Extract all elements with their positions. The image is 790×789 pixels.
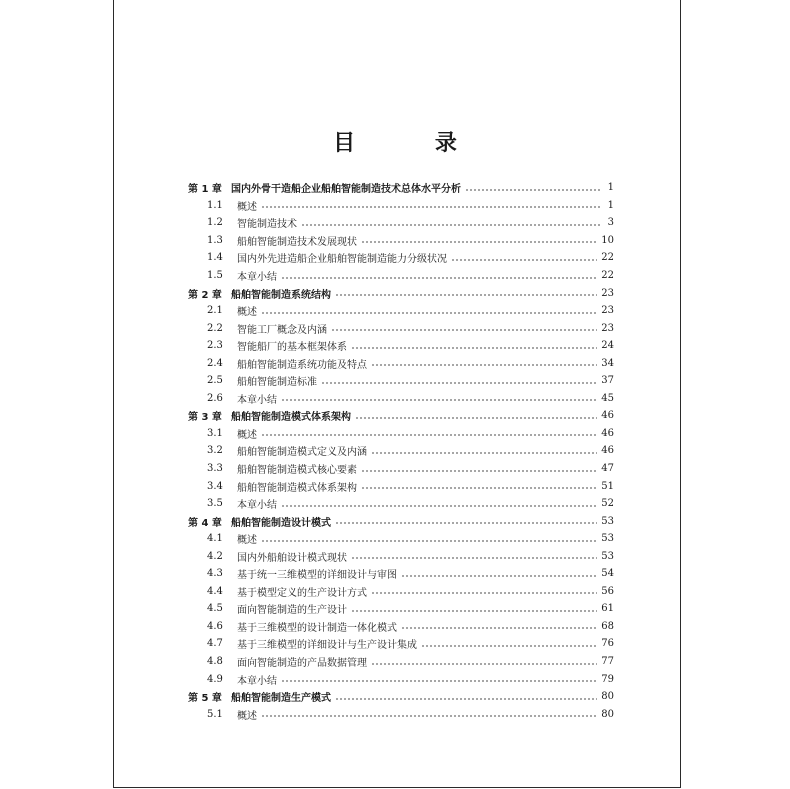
- page-title: 目 录: [333, 131, 493, 156]
- toc-section-entry[interactable]: [188, 232, 614, 250]
- toc-section-entry[interactable]: [188, 337, 614, 355]
- toc-leader-dots: [401, 627, 597, 630]
- toc-page-number: 80: [601, 691, 614, 703]
- toc-entry-number: 5.1: [207, 708, 223, 720]
- toc-leader-dots: [465, 188, 600, 191]
- toc-page-number: 68: [601, 620, 614, 632]
- toc-leader-dots: [361, 487, 597, 490]
- toc-page-number: 23: [601, 287, 614, 299]
- toc-page-number: 61: [601, 603, 614, 615]
- toc-entry-number: 4.1: [207, 533, 223, 545]
- toc-leader-dots: [261, 715, 597, 718]
- toc-leader-dots: [281, 276, 597, 279]
- toc-section-entry[interactable]: [188, 319, 614, 337]
- toc-entry-title: 基于模型定义的生产设计方式: [237, 587, 367, 599]
- toc-section-entry[interactable]: [188, 460, 614, 478]
- toc-page-number: 10: [601, 234, 614, 246]
- toc-leader-dots: [371, 451, 597, 454]
- toc-chapter-entry[interactable]: [188, 407, 614, 425]
- toc-chapter-entry[interactable]: [188, 284, 614, 302]
- toc-section-entry[interactable]: [188, 583, 614, 601]
- toc-entry-number: 2.2: [207, 322, 223, 334]
- toc-entry-title: 船舶智能制造设计模式: [231, 517, 331, 529]
- toc-leader-dots: [451, 258, 597, 261]
- toc-page-number: 24: [601, 340, 614, 352]
- toc-entry-title: 概述: [237, 429, 257, 441]
- toc-leader-dots: [281, 680, 597, 683]
- toc-entry-number: 第 1 章: [188, 184, 222, 196]
- toc-entry-number: 4.8: [207, 656, 223, 668]
- toc-entry-title: 智能制造技术: [237, 219, 297, 231]
- toc-section-entry[interactable]: [188, 618, 614, 636]
- toc-entry-title: 船舶智能制造生产模式: [231, 693, 331, 705]
- toc-section-entry[interactable]: [188, 530, 614, 548]
- toc-page-number: 52: [601, 498, 614, 510]
- toc-leader-dots: [371, 662, 597, 665]
- toc-entry-number: 3.4: [207, 480, 223, 492]
- toc-entry-number: 第 2 章: [188, 289, 222, 301]
- toc-page-number: 23: [601, 305, 614, 317]
- toc-page-number: 1: [607, 182, 614, 194]
- toc-section-entry[interactable]: [188, 653, 614, 671]
- toc-entry-number: 3.5: [207, 498, 223, 510]
- toc-section-entry[interactable]: [188, 547, 614, 565]
- toc-entry-number: 3.3: [207, 463, 223, 475]
- toc-leader-dots: [361, 241, 597, 244]
- toc-entry-title: 国内外先进造船企业船舶智能制造能力分级状况: [237, 254, 447, 266]
- toc-section-entry[interactable]: [188, 565, 614, 583]
- toc-leader-dots: [261, 539, 597, 542]
- toc-page-number: 51: [601, 480, 614, 492]
- toc-section-entry[interactable]: [188, 495, 614, 513]
- toc-page-number: 23: [601, 322, 614, 334]
- toc-page-number: 76: [601, 638, 614, 650]
- toc-section-entry[interactable]: [188, 372, 614, 390]
- toc-entry-title: 船舶智能制造系统结构: [231, 289, 331, 301]
- toc-entry-title: 本章小结: [237, 500, 277, 512]
- toc-entry-title: 船舶智能制造模式体系架构: [231, 412, 351, 424]
- table-of-contents: [188, 179, 614, 723]
- toc-entry-title: 基于三维模型的设计制造一体化模式: [237, 622, 397, 634]
- toc-page-number: 53: [601, 550, 614, 562]
- toc-page-number: 77: [601, 656, 614, 668]
- toc-entry-title: 船舶智能制造模式体系架构: [237, 482, 357, 494]
- toc-entry-number: 1.4: [207, 252, 223, 264]
- toc-page-number: 37: [601, 375, 614, 387]
- toc-page-number: 47: [601, 463, 614, 475]
- toc-entry-number: 4.4: [207, 585, 223, 597]
- toc-entry-number: 2.6: [207, 392, 223, 404]
- toc-leader-dots: [401, 574, 597, 577]
- toc-entry-title: 本章小结: [237, 272, 277, 283]
- toc-leader-dots: [261, 311, 597, 314]
- toc-leader-dots: [335, 522, 597, 525]
- toc-leader-dots: [355, 416, 597, 419]
- toc-page-number: 1: [607, 199, 614, 211]
- toc-entry-number: 1.5: [207, 270, 223, 281]
- toc-chapter-entry[interactable]: [188, 512, 614, 530]
- toc-entry-title: 国内外船舶设计模式现状: [237, 552, 347, 564]
- toc-entry-title: 基于统一三维模型的详细设计与审图: [237, 570, 397, 582]
- toc-entry-number: 1.2: [207, 217, 223, 229]
- toc-leader-dots: [261, 434, 597, 437]
- toc-section-entry[interactable]: [188, 635, 614, 653]
- toc-entry-number: 4.2: [207, 550, 223, 562]
- toc-section-entry[interactable]: [188, 390, 614, 408]
- toc-entry-number: 1.3: [207, 234, 223, 246]
- toc-entry-number: 2.4: [207, 357, 223, 369]
- toc-page-number: 56: [601, 585, 614, 597]
- toc-page-number: 54: [601, 568, 614, 580]
- toc-section-entry[interactable]: [188, 197, 614, 215]
- toc-entry-title: 本章小结: [237, 394, 277, 406]
- toc-entry-title: 概述: [237, 710, 257, 722]
- toc-page-number: 45: [601, 392, 614, 404]
- toc-entry-number: 第 3 章: [188, 412, 222, 424]
- toc-section-entry[interactable]: [188, 249, 614, 267]
- toc-section-entry[interactable]: [188, 302, 614, 320]
- toc-leader-dots: [371, 364, 597, 367]
- toc-entry-number: 2.5: [207, 375, 223, 387]
- toc-entry-title: 本章小结: [237, 675, 277, 687]
- toc-leader-dots: [331, 329, 597, 332]
- toc-entry-title: 基于三维模型的详细设计与生产设计集成: [237, 640, 417, 652]
- toc-entry-title: 智能船厂的基本框架体系: [237, 342, 347, 354]
- toc-leader-dots: [361, 469, 597, 472]
- toc-entry-number: 4.5: [207, 603, 223, 615]
- toc-entry-number: 4.7: [207, 638, 223, 650]
- toc-page-number: 22: [601, 270, 614, 281]
- toc-leader-dots: [321, 381, 597, 384]
- toc-page-number: 80: [601, 708, 614, 720]
- toc-entry-title: 船舶智能制造标准: [237, 377, 317, 389]
- toc-chapter-entry[interactable]: [188, 179, 614, 197]
- toc-entry-title: 国内外骨干造船企业船舶智能制造技术总体水平分析: [231, 184, 461, 196]
- toc-entry-title: 面向智能制造的生产设计: [237, 605, 347, 617]
- toc-leader-dots: [351, 346, 597, 349]
- toc-entry-number: 第 5 章: [188, 693, 222, 705]
- toc-entry-title: 概述: [237, 535, 257, 547]
- toc-entry-title: 概述: [237, 307, 257, 319]
- toc-page-number: 46: [601, 410, 614, 422]
- toc-page-number: 3: [607, 217, 614, 229]
- toc-chapter-entry[interactable]: [188, 688, 614, 706]
- toc-page-number: 53: [601, 515, 614, 527]
- toc-entry-title: 船舶智能制造系统功能及特点: [237, 359, 367, 371]
- toc-leader-dots: [335, 294, 597, 297]
- toc-entry-number: 4.3: [207, 568, 223, 580]
- toc-entry-title: 船舶智能制造技术发展现状: [237, 236, 357, 248]
- toc-leader-dots: [281, 504, 597, 507]
- toc-entry-title: 船舶智能制造模式核心要素: [237, 465, 357, 477]
- toc-leader-dots: [351, 609, 597, 612]
- toc-section-entry[interactable]: [188, 600, 614, 618]
- toc-page-number: 53: [601, 533, 614, 545]
- toc-section-entry[interactable]: [188, 354, 614, 372]
- toc-entry-number: 第 4 章: [188, 517, 222, 529]
- toc-entry-title: 面向智能制造的产品数据管理: [237, 658, 367, 670]
- toc-leader-dots: [261, 206, 600, 209]
- toc-page-number: 79: [601, 673, 614, 685]
- toc-leader-dots: [281, 399, 597, 402]
- toc-entry-number: 4.6: [207, 620, 223, 632]
- toc-page-number: 46: [601, 427, 614, 439]
- toc-leader-dots: [351, 557, 597, 560]
- toc-section-entry[interactable]: [188, 705, 614, 723]
- toc-section-entry[interactable]: [188, 214, 614, 232]
- toc-entry-number: 1.1: [207, 199, 223, 211]
- toc-page-number: 34: [601, 357, 614, 369]
- toc-entry-title: 船舶智能制造模式定义及内涵: [237, 447, 367, 459]
- toc-section-entry[interactable]: [188, 442, 614, 460]
- toc-leader-dots: [421, 644, 597, 647]
- toc-section-entry[interactable]: [188, 670, 614, 688]
- toc-leader-dots: [301, 223, 600, 226]
- toc-leader-dots: [335, 697, 597, 700]
- toc-leader-dots: [371, 592, 597, 595]
- toc-section-entry[interactable]: [188, 425, 614, 443]
- toc-entry-number: 4.9: [207, 673, 223, 685]
- toc-section-entry[interactable]: [188, 477, 614, 495]
- toc-entry-number: 3.2: [207, 445, 223, 457]
- toc-entry-number: 2.3: [207, 340, 223, 352]
- toc-entry-number: 2.1: [207, 305, 223, 317]
- toc-section-entry[interactable]: [188, 267, 614, 285]
- toc-page-number: 22: [601, 252, 614, 264]
- toc-entry-title: 智能工厂概念及内涵: [237, 324, 327, 336]
- toc-entry-title: 概述: [237, 201, 257, 213]
- toc-entry-number: 3.1: [207, 427, 223, 439]
- toc-page-number: 46: [601, 445, 614, 457]
